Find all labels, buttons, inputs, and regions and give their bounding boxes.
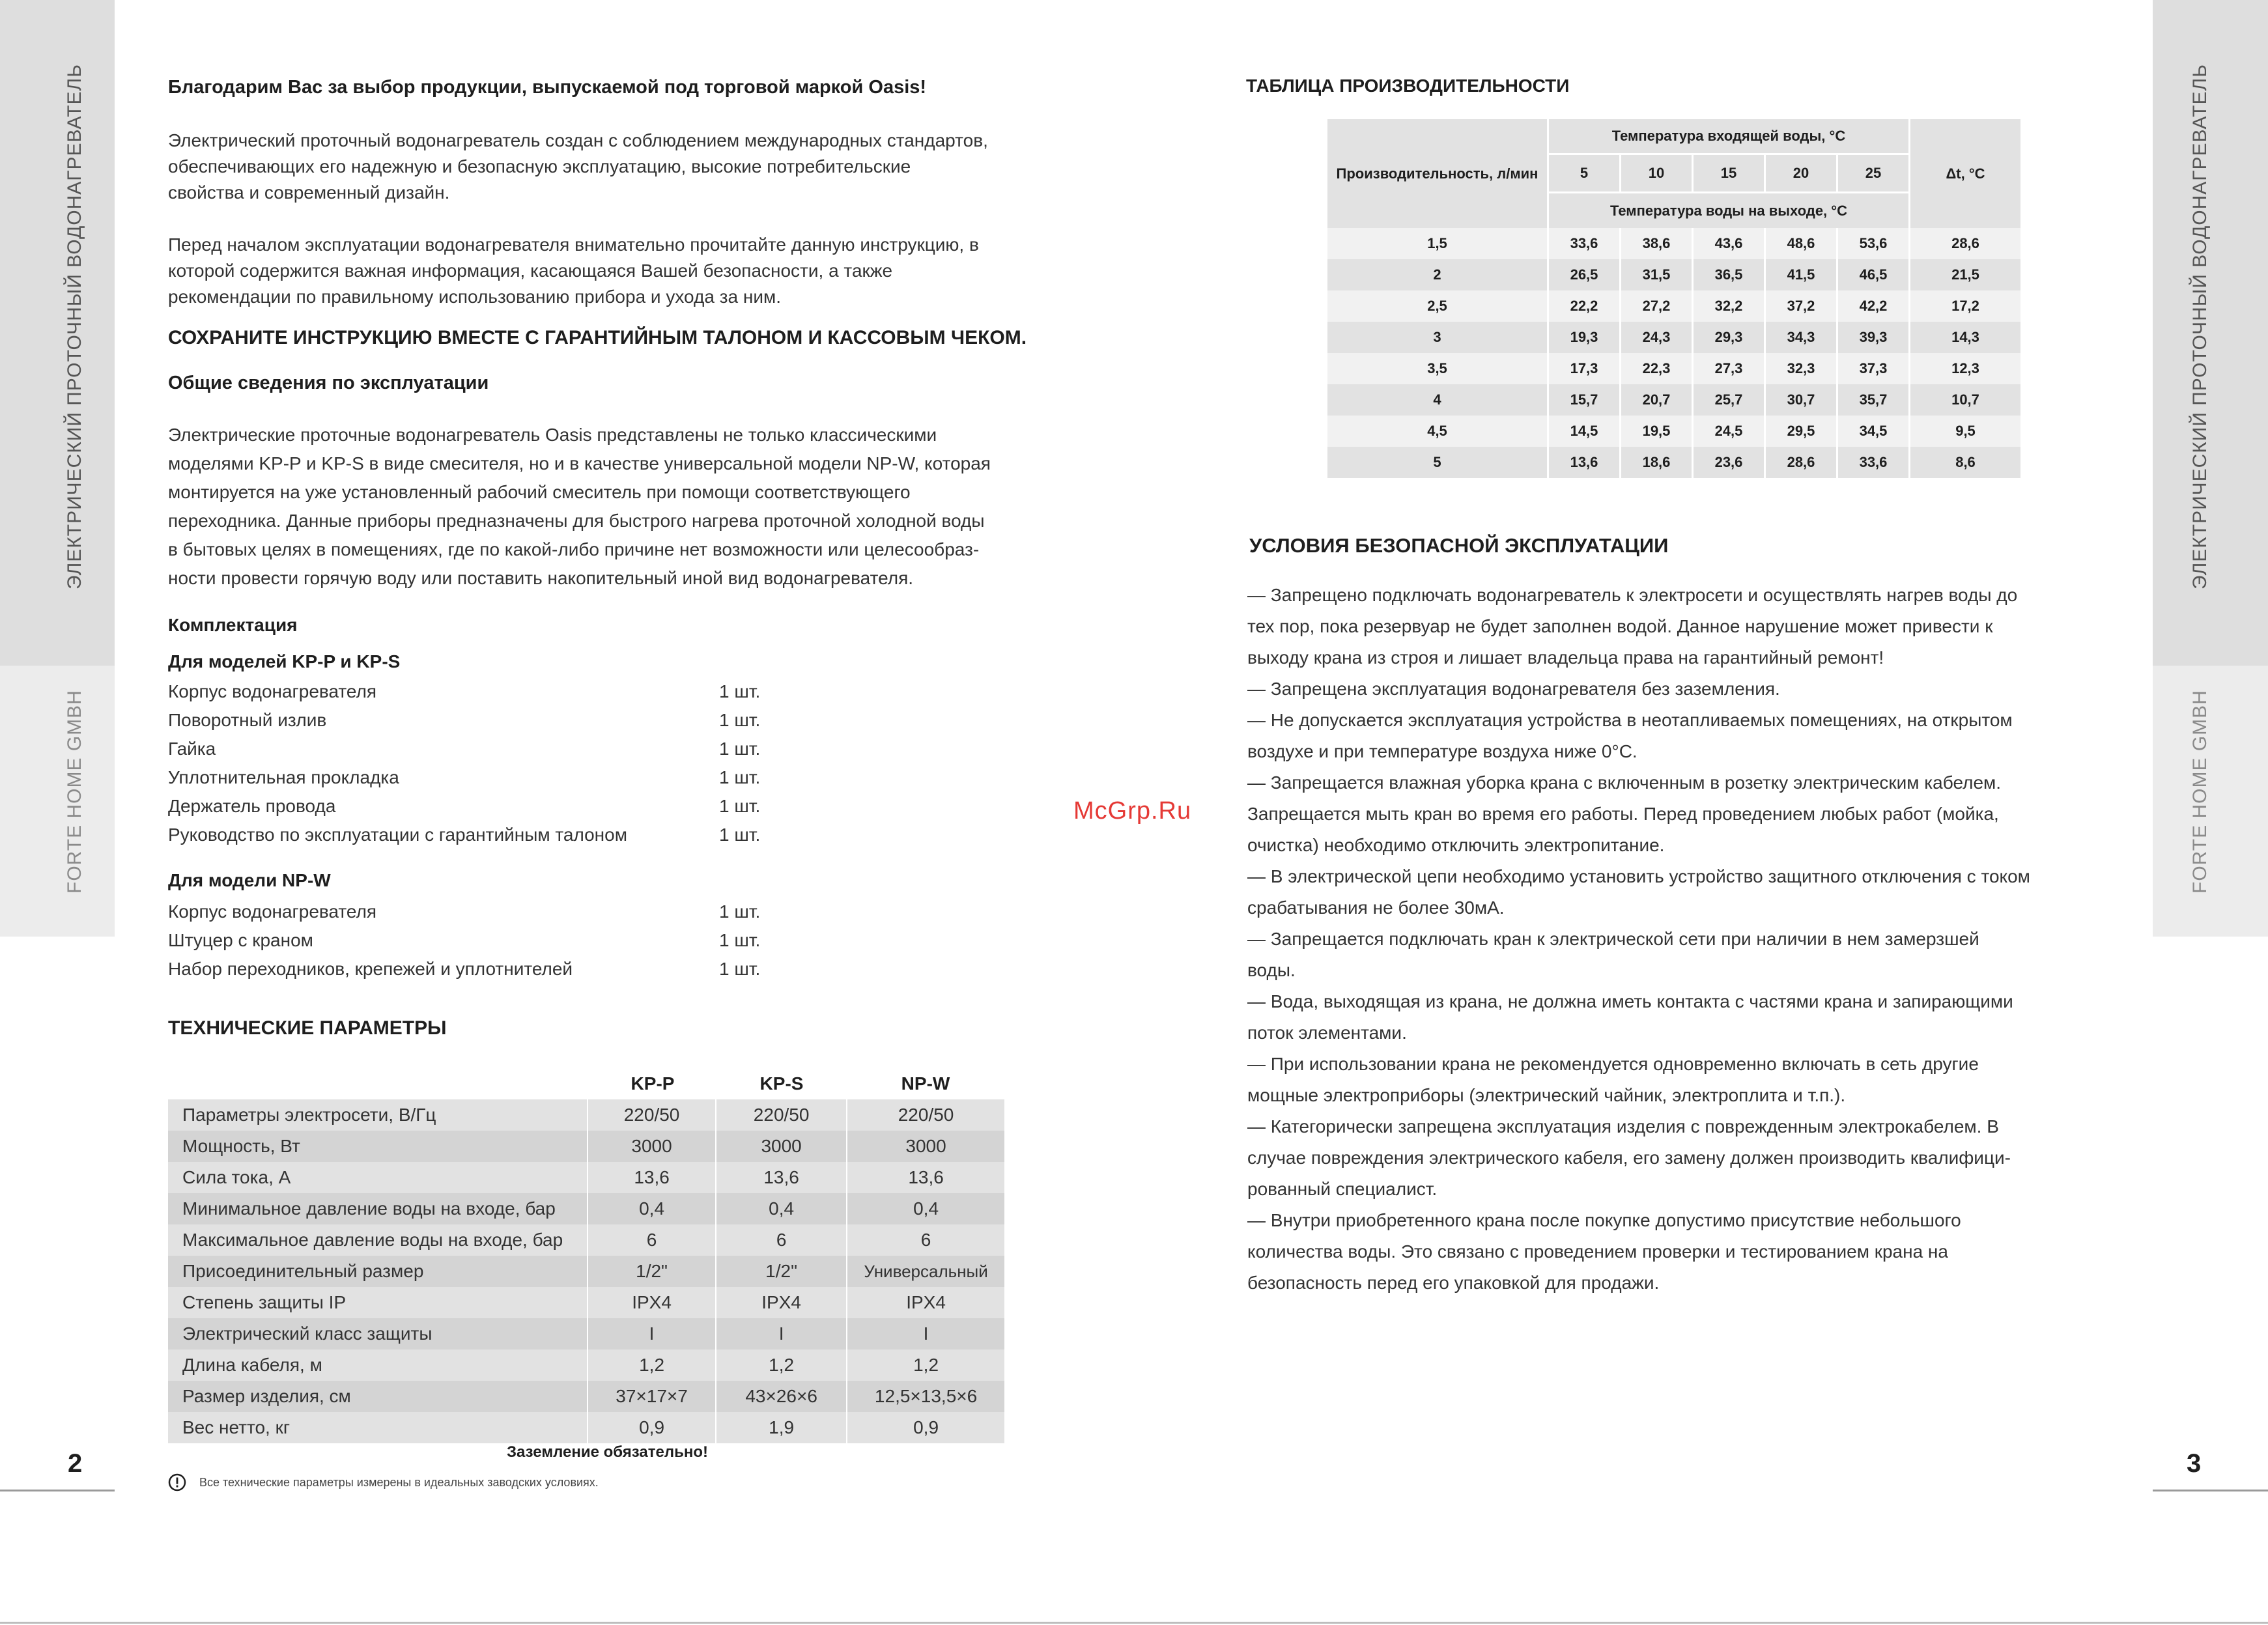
list-item: Гайка 1 шт. <box>168 739 761 759</box>
side-brand-left: FORTE HOME GMBH <box>64 690 85 894</box>
general-line: моделями KP-P и KP-S в виде смесителя, но и в качестве универсальной модели NP-W, которая <box>168 453 991 473</box>
perf-out-temp-header: Температура воды на выходе, °С <box>1549 191 1910 228</box>
table-row: 1,5 33,6 38,6 43,6 48,6 53,6 28,6 <box>1327 228 2020 259</box>
safety-line: — Не допускается эксплуатация устройства в неотапливаемых помещениях, на открытом <box>1247 710 2013 730</box>
safety-line: — Запрещена эксплуатация водонагревателя без заземления. <box>1247 679 1780 699</box>
column-header: 20 <box>1766 155 1838 191</box>
table-row: Степень защиты IP IPX4 IPX4 IPX4 <box>168 1287 1004 1318</box>
left-side-tab <box>0 0 115 666</box>
left-brand-tab <box>0 666 115 937</box>
safety-line: поток элементами. <box>1247 1023 1407 1043</box>
safety-line: очистка) необходимо отключить электропитание. <box>1247 835 1665 855</box>
intro-line: обеспечивающих его надежную и безопасную эксплуатацию, высокие потребительские <box>168 156 911 177</box>
safety-line: случае повреждения электрического кабеля, его замену должен производить квалифици- <box>1247 1148 2011 1168</box>
general-paragraph <box>168 421 991 593</box>
general-line: Электрические проточные водонагреватель Oasis представлены не только классическими <box>168 425 937 445</box>
side-title-left: ЭЛЕКТРИЧЕСКИЙ ПРОТОЧНЫЙ ВОДОНАГРЕВАТЕЛЬ <box>64 64 85 589</box>
general-line: ности провести горячую воду или поставить накопительный иной вид водонагревателя. <box>168 568 914 588</box>
safety-line: количества воды. Это связано с проведением проверки и тестированием крана на <box>1247 1241 1948 1262</box>
perf-heading: ТАБЛИЦА ПРОИЗВОДИТЕЛЬНОСТИ <box>1246 76 1570 96</box>
column-header: 10 <box>1621 155 1694 191</box>
page-number-right: 3 <box>2187 1449 2202 1478</box>
general-line: в бытовых целях в помещениях, где по какой-либо причине нет возможности или целесообраз- <box>168 539 980 559</box>
grounding-note: Заземление обязательно! <box>507 1443 708 1461</box>
column-header: 15 <box>1694 155 1766 191</box>
tech-params-table <box>168 1068 1004 1443</box>
kit-group2-title: Для модели NP-W <box>168 870 331 890</box>
perf-header <box>1327 119 2020 228</box>
table-header-row <box>168 1068 1004 1099</box>
intro-line: рекомендации по правильному использованию прибора и ухода за ним. <box>168 287 781 307</box>
general-line: переходника. Данные приборы предназначены для быстрого нагрева проточной холодной воды <box>168 511 985 531</box>
safety-line: срабатывания не более 30мА. <box>1247 897 1505 918</box>
safety-line: — Запрещается влажная уборка крана с включенным в розетку электрическим кабелем. <box>1247 772 2002 793</box>
safety-line: — Внутри приобретенного крана после покупке допустимо присутствие небольшого <box>1247 1210 1961 1230</box>
perf-dt-header: Δt, °С <box>1910 119 2020 228</box>
performance-table <box>1327 119 2020 478</box>
table-row: 4,5 14,5 19,5 24,5 29,5 34,5 9,5 <box>1327 416 2020 447</box>
right-brand-tab <box>2153 666 2268 937</box>
table-row: Размер изделия, см 37×17×7 43×26×6 12,5×13,5×6 <box>168 1381 1004 1412</box>
bottom-rule <box>0 1622 2268 1624</box>
right-side-tab <box>2153 0 2268 666</box>
table-row: Мощность, Вт 3000 3000 3000 <box>168 1131 1004 1162</box>
safety-line: — Запрещено подключать водонагреватель к электросети и осуществлять нагрев воды до <box>1247 585 2018 605</box>
safety-line: Запрещается мыть кран во время его работы. Перед проведением любых работ (мойка, <box>1247 804 1999 824</box>
intro-paragraph-1 <box>168 128 988 206</box>
intro-line: Перед началом эксплуатации водонагревателя внимательно прочитайте данную инструкцию, в <box>168 234 979 255</box>
safety-line: — При использовании крана не рекомендуется одновременно включать в сеть другие <box>1247 1054 1979 1074</box>
side-title-right: ЭЛЕКТРИЧЕСКИЙ ПРОТОЧНЫЙ ВОДОНАГРЕВАТЕЛЬ <box>2189 64 2211 589</box>
perf-in-temp-header: Температура входящей воды, °С <box>1549 119 1910 155</box>
list-item: Корпус водонагревателя 1 шт. <box>168 681 761 701</box>
watermark: McGrp.Ru <box>1073 797 1192 825</box>
general-line: монтируется на уже установленный рабочий смеситель при помощи соответствующего <box>168 482 911 502</box>
kit-heading: Комплектация <box>168 615 298 635</box>
column-header: NP-W <box>901 1073 950 1094</box>
column-header: KP-S <box>759 1073 804 1094</box>
list-item: Уплотнительная прокладка 1 шт. <box>168 767 761 787</box>
safety-line: воздухе и при температуре воздуха ниже 0°С. <box>1247 741 1637 761</box>
page-rule-right <box>2153 1490 2268 1491</box>
column-header: 25 <box>1838 155 1910 191</box>
table-row: Максимальное давление воды на входе, бар 6 6 6 <box>168 1224 1004 1256</box>
table-row: Присоединительный размер 1/2" 1/2" Универсальный <box>168 1256 1004 1287</box>
safety-line: — Вода, выходящая из крана, не должна иметь контакта с частями крана и запирающими <box>1247 991 2013 1011</box>
safety-line: — В электрической цепи необходимо установить устройство защитного отключения с током <box>1247 866 2030 886</box>
footnote: Все технические параметры измерены в идеальных заводских условиях. <box>199 1476 599 1489</box>
column-header: 5 <box>1549 155 1621 191</box>
table-row: 3 19,3 24,3 29,3 34,3 39,3 14,3 <box>1327 322 2020 353</box>
table-row: Вес нетто, кг 0,9 1,9 0,9 <box>168 1412 1004 1443</box>
safety-conditions <box>1247 580 2030 1299</box>
side-brand-right: FORTE HOME GMBH <box>2189 690 2211 894</box>
table-row: Длина кабеля, м 1,2 1,2 1,2 <box>168 1349 1004 1381</box>
table-row: 5 13,6 18,6 23,6 28,6 33,6 8,6 <box>1327 447 2020 478</box>
table-row: Электрический класс защиты I I I <box>168 1318 1004 1349</box>
list-item: Набор переходников, крепежей и уплотнителей 1 шт. <box>168 959 761 979</box>
intro-paragraph-2 <box>168 232 979 310</box>
safety-line: безопасность перед его упаковкой для продажи. <box>1247 1273 1660 1293</box>
table-row: 4 15,7 20,7 25,7 30,7 35,7 10,7 <box>1327 384 2020 416</box>
safety-line: — Запрещается подключать кран к электрической сети при наличии в нем замерзшей <box>1247 929 1979 949</box>
intro-line: свойства и современный дизайн. <box>168 182 450 203</box>
kit-group2-list <box>168 897 760 983</box>
intro-line: которой содержится важная информация, касающаяся Вашей безопасности, а также <box>168 261 893 281</box>
perf-flow-header: Производительность, л/мин <box>1327 119 1549 228</box>
tech-heading: ТЕХНИЧЕСКИЕ ПАРАМЕТРЫ <box>168 1017 447 1039</box>
intro-line: Электрический проточный водонагреватель создан с соблюдением международных стандартов, <box>168 130 988 150</box>
table-row: Параметры электросети, В/Гц 220/50 220/50 220/50 <box>168 1099 1004 1131</box>
table-row: 2,5 22,2 27,2 32,2 37,2 42,2 17,2 <box>1327 290 2020 322</box>
table-row: 2 26,5 31,5 36,5 41,5 46,5 21,5 <box>1327 259 2020 290</box>
list-item: Штуцер с краном 1 шт. <box>168 930 761 950</box>
column-header: KP-P <box>631 1073 675 1094</box>
table-row: 3,5 17,3 22,3 27,3 32,3 37,3 12,3 <box>1327 353 2020 384</box>
table-row: Сила тока, А 13,6 13,6 13,6 <box>168 1162 1004 1193</box>
page-rule-left <box>0 1490 115 1491</box>
safety-line: рованный специалист. <box>1247 1179 1438 1199</box>
kit-group1-list <box>168 677 760 849</box>
list-item: Корпус водонагревателя 1 шт. <box>168 901 761 922</box>
list-item: Поворотный излив 1 шт. <box>168 710 761 730</box>
table-row: Минимальное давление воды на входе, бар 0,4 0,4 0,4 <box>168 1193 1004 1224</box>
safety-line: тех пор, пока резервуар не будет заполнен водой. Данное нарушение может привести к <box>1247 616 1993 636</box>
exclamation-circle-icon <box>168 1473 186 1491</box>
page-number-left: 2 <box>68 1449 83 1478</box>
list-item: Руководство по эксплуатации с гарантийным талоном 1 шт. <box>168 825 761 845</box>
list-item: Держатель провода 1 шт. <box>168 796 761 816</box>
safety-line: мощные электроприборы (электрический чайник, электроплита и т.п.). <box>1247 1085 1846 1105</box>
general-heading: Общие сведения по эксплуатации <box>168 373 489 393</box>
kit-group1-title: Для моделей KP-P и KP-S <box>168 651 401 671</box>
safety-line: выходу крана из строя и лишает владельца права на гарантийный ремонт! <box>1247 647 1884 668</box>
save-instructions-notice: СОХРАНИТЕ ИНСТРУКЦИЮ ВМЕСТЕ С ГАРАНТИЙНЫМ ТАЛОНОМ И КАССОВЫМ ЧЕКОМ. <box>168 327 1027 348</box>
intro-heading: Благодарим Вас за выбор продукции, выпускаемой под торговой маркой Oasis! <box>168 77 927 98</box>
safety-line: — Категорически запрещена эксплуатация изделия с поврежденным электрокабелем. В <box>1247 1116 1999 1137</box>
safety-line: воды. <box>1247 960 1296 980</box>
safety-heading: УСЛОВИЯ БЕЗОПАСНОЙ ЭКСПЛУАТАЦИИ <box>1249 534 1669 557</box>
